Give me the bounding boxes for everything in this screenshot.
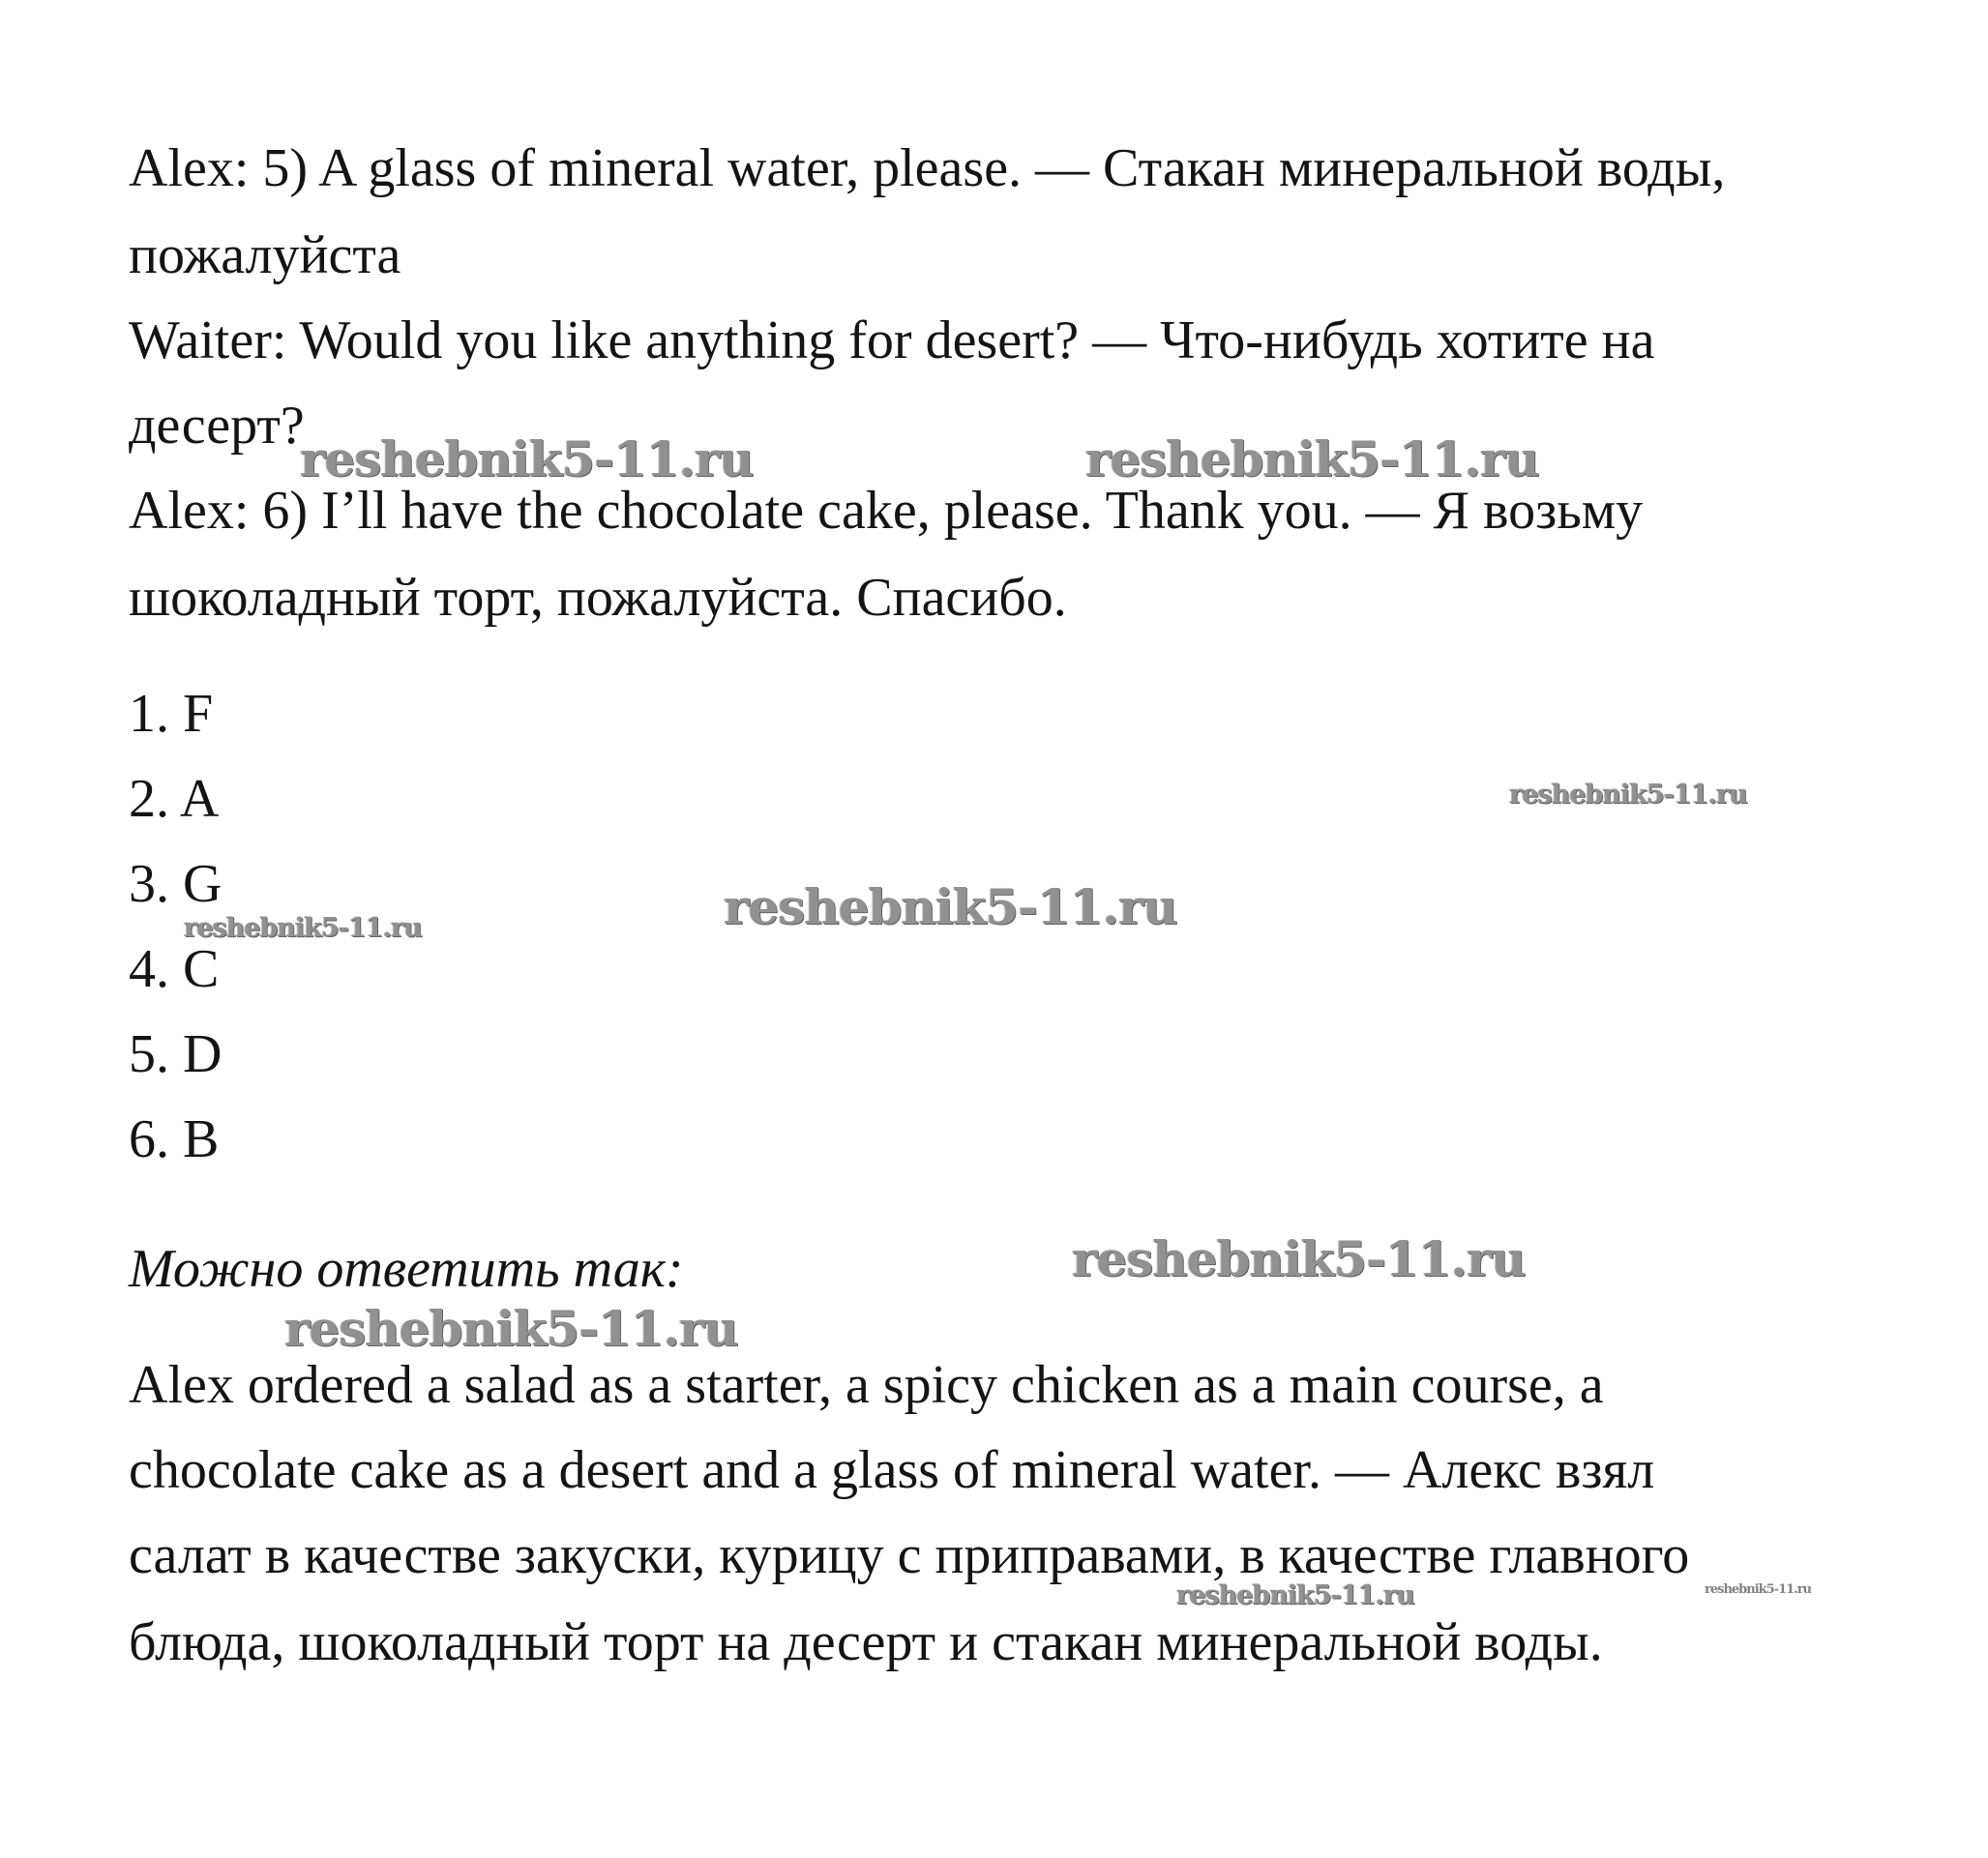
answer-item: 1. F [129,684,214,744]
dialogue-line-alex-6: Alex: 6) I’ll have the chocolate cake, please. Thank you. — Я возьму [129,481,1644,541]
watermark: reshebnik5-11.ru [1509,780,1747,810]
sample-heading: Можно ответить так: [129,1239,684,1299]
dialogue-line-waiter-cont: десерт? [129,396,305,456]
watermark: reshebnik5-11.ru [300,430,754,487]
dialogue-line-alex-6-cont: шоколадный торт, пожалуйста. Спасибо. [129,568,1067,628]
dialogue-line-alex-5: Alex: 5) A glass of mineral water, please. — Стакан минеральной воды, [129,138,1726,198]
sample-answer-line: chocolate cake as a desert and a glass of mineral water. — Алекс взял [129,1440,1655,1500]
answer-item: 6. B [129,1109,220,1169]
watermark: reshebnik5-11.ru [184,913,422,943]
sample-answer-line: Alex ordered a salad as a starter, a spicy chicken as a main course, a [129,1355,1604,1415]
watermark: reshebnik5-11.ru [284,1300,738,1357]
watermark: reshebnik5-11.ru [1085,430,1539,487]
dialogue-line-waiter: Waiter: Would you like anything for desert? — Что-нибудь хотите на [129,310,1655,370]
watermark: reshebnik5-11.ru [1705,1582,1812,1597]
sample-answer-line: блюда, шоколадный торт на десерт и стакан минеральной воды. [129,1612,1603,1672]
answer-item: 4. C [129,939,220,999]
answer-item: 5. D [129,1024,223,1084]
watermark: reshebnik5-11.ru [1176,1580,1414,1610]
watermark: reshebnik5-11.ru [724,878,1177,935]
answer-item: 2. A [129,769,220,829]
dialogue-line-alex-5-cont: пожалуйста [129,225,401,285]
answer-item: 3. G [129,854,223,914]
sample-answer-line: салат в качестве закуски, курицу с приправами, в качестве главного [129,1525,1690,1585]
watermark: reshebnik5-11.ru [1072,1230,1526,1287]
